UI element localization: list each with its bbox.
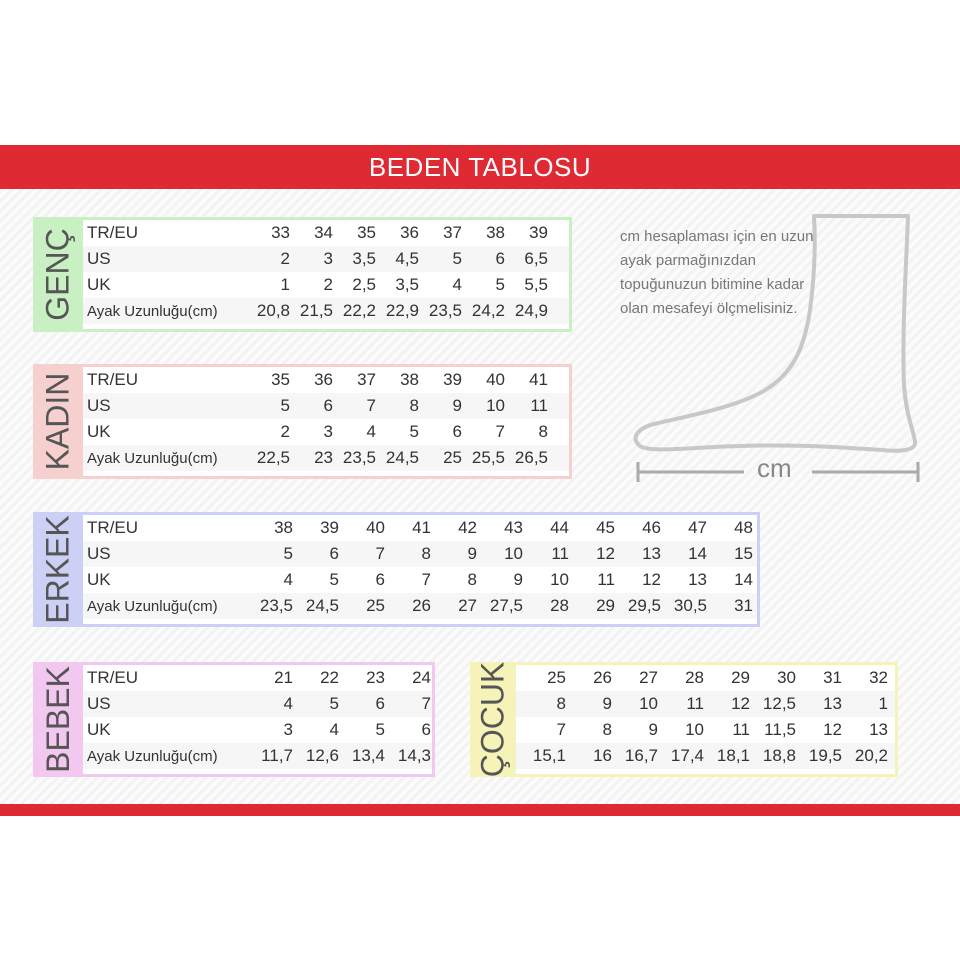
size-cell: 11: [530, 396, 548, 415]
size-table-genc: [33, 217, 572, 332]
size-cell: 8: [538, 422, 548, 441]
size-cell: 22,9: [385, 301, 419, 320]
size-cell: 10: [504, 544, 523, 563]
size-cell: 7: [421, 570, 431, 589]
category-label-kadin: KADIN: [39, 372, 76, 471]
bebek-table: [83, 665, 432, 774]
size-cell: 13: [823, 694, 842, 713]
size-cell: 28: [685, 668, 704, 687]
size-cell: 22: [320, 668, 339, 687]
uk-row: [83, 717, 432, 743]
size-cell: 32: [869, 668, 888, 687]
genc-table: [83, 220, 569, 329]
category-label-cocuk: ÇOCUK: [474, 661, 511, 778]
size-cell: 8: [409, 396, 419, 415]
size-cell: 11,7: [261, 746, 293, 765]
size-cell: 7: [556, 720, 566, 739]
size-cell: 26,5: [514, 448, 548, 467]
tr-eu-row: [83, 367, 569, 393]
size-cell: 29: [731, 668, 750, 687]
size-cell: 7: [375, 544, 385, 563]
size-cell: 5: [329, 694, 339, 713]
size-cell: 36: [400, 223, 419, 242]
size-cell: 23: [314, 448, 333, 467]
us-row: [516, 691, 895, 717]
size-cell: 13: [642, 544, 661, 563]
size-cell: 12: [731, 694, 750, 713]
size-cell: 27: [458, 596, 477, 615]
size-cell: 12,6: [305, 746, 339, 765]
tr-eu-row: [83, 220, 569, 246]
size-cell: 30: [777, 668, 796, 687]
size-cell: 1: [878, 694, 888, 713]
size-cell: 36: [314, 370, 333, 389]
size-cell: 39: [320, 518, 339, 537]
row-label: TR/EU: [87, 370, 138, 389]
size-cell: 21: [274, 668, 293, 687]
row-label: TR/EU: [87, 668, 138, 687]
size-cell: 3: [323, 422, 333, 441]
size-cell: 6: [375, 694, 385, 713]
size-cell: 1: [280, 275, 290, 294]
size-cell: 24,2: [471, 301, 505, 320]
size-cell: 2: [280, 249, 290, 268]
cocuk-table: [516, 665, 895, 774]
size-cell: 18,1: [716, 746, 750, 765]
size-cell: 39: [529, 223, 548, 242]
size-cell: 4,5: [395, 249, 419, 268]
size-cell: 3: [283, 720, 293, 739]
size-cell: 7: [366, 396, 376, 415]
size-cell: 8: [421, 544, 431, 563]
size-cell: 42: [458, 518, 477, 537]
size-cell: 24: [412, 668, 431, 687]
cm-measure-label: cm: [757, 453, 792, 483]
size-cell: 38: [274, 518, 293, 537]
row-label: Ayak Uzunluğu(cm): [87, 597, 218, 615]
size-cell: 4: [283, 570, 293, 589]
size-cell: 10: [639, 694, 658, 713]
size-cell: 25: [443, 448, 462, 467]
size-cell: 26: [593, 668, 612, 687]
size-cell: 3,5: [395, 275, 419, 294]
size-cell: 5: [280, 396, 290, 415]
row-label: TR/EU: [87, 518, 138, 537]
tr-eu-row: [516, 665, 895, 691]
row-label: Ayak Uzunluğu(cm): [87, 302, 218, 320]
title-banner: [0, 145, 960, 189]
size-cell: 24,9: [514, 301, 548, 320]
row-label: US: [87, 544, 111, 563]
foot-length-row: [83, 298, 569, 324]
size-cell: 4: [452, 275, 462, 294]
size-cell: 5: [452, 249, 462, 268]
size-cell: 3,5: [352, 249, 376, 268]
size-cell: 6: [329, 544, 339, 563]
size-cell: 26: [412, 596, 431, 615]
size-cell: 14: [688, 544, 707, 563]
size-cell: 27: [639, 668, 658, 687]
row-label: UK: [87, 422, 111, 441]
size-cell: 16: [593, 746, 612, 765]
size-cell: 6: [495, 249, 505, 268]
measurement-note: cm hesaplaması için en uzun ayak parmağınızdan topuğunuzun bitimine kadar olan mesafeyi ölçmelisiniz.: [620, 228, 814, 317]
size-cell: 5: [283, 544, 293, 563]
us-row: [83, 393, 569, 419]
us-row: [83, 541, 757, 567]
size-cell: 3: [323, 249, 333, 268]
tr-eu-row: [83, 665, 432, 691]
size-cell: 34: [314, 223, 333, 242]
size-cell: 13: [688, 570, 707, 589]
row-label: US: [87, 396, 111, 415]
category-label-erkek: ERKEK: [39, 515, 76, 624]
category-label-genc: GENÇ: [39, 228, 76, 321]
size-cell: 9: [467, 544, 477, 563]
size-cell: 48: [734, 518, 753, 537]
size-cell: 14: [734, 570, 753, 589]
size-cell: 5: [409, 422, 419, 441]
size-cell: 13,4: [351, 746, 385, 765]
size-cell: 22,5: [256, 448, 290, 467]
tr-eu-row: [83, 515, 757, 541]
page-title: BEDEN TABLOSU: [368, 151, 592, 182]
size-cell: 41: [529, 370, 548, 389]
size-cell: 24,5: [305, 596, 339, 615]
size-cell: 12: [596, 544, 615, 563]
foot-length-row: [516, 743, 895, 769]
size-cell: 45: [596, 518, 615, 537]
size-cell: 5: [329, 570, 339, 589]
size-cell: 46: [642, 518, 661, 537]
size-cell: 30,5: [673, 596, 707, 615]
uk-row: [83, 567, 757, 593]
size-cell: 41: [412, 518, 431, 537]
size-cell: 29,5: [627, 596, 661, 615]
size-cell: 23: [366, 668, 385, 687]
size-table-cocuk: [470, 662, 898, 777]
uk-row: [516, 717, 895, 743]
size-cell: 11: [686, 694, 704, 713]
size-cell: 5: [375, 720, 385, 739]
category-label-bebek: BEBEK: [39, 666, 76, 773]
size-cell: 8: [467, 570, 477, 589]
size-cell: 13: [869, 720, 888, 739]
size-cell: 38: [486, 223, 505, 242]
size-cell: 21,5: [299, 301, 333, 320]
size-cell: 6,5: [524, 249, 548, 268]
bottom-bar: [0, 804, 960, 816]
size-cell: 15,1: [532, 746, 566, 765]
size-cell: 11: [597, 570, 615, 589]
size-cell: 25: [547, 668, 566, 687]
size-cell: 18,8: [762, 746, 796, 765]
size-cell: 9: [602, 694, 612, 713]
size-cell: 40: [486, 370, 505, 389]
size-cell: 20,8: [256, 301, 290, 320]
us-row: [83, 691, 432, 717]
size-cell: 47: [688, 518, 707, 537]
size-cell: 14,3: [397, 746, 431, 765]
row-label: Ayak Uzunluğu(cm): [87, 449, 218, 467]
size-cell: 15: [734, 544, 753, 563]
size-table-bebek: [33, 662, 435, 777]
size-cell: 43: [504, 518, 523, 537]
size-cell: 27,5: [489, 596, 523, 615]
size-cell: 7: [421, 694, 431, 713]
size-cell: 8: [556, 694, 566, 713]
size-cell: 22,2: [342, 301, 376, 320]
size-table-erkek: [33, 512, 760, 627]
size-cell: 4: [366, 422, 376, 441]
size-cell: 11,5: [764, 720, 796, 739]
size-cell: 6: [323, 396, 333, 415]
size-cell: 8: [602, 720, 612, 739]
size-cell: 12,5: [762, 694, 796, 713]
row-label: UK: [87, 570, 111, 589]
us-row: [83, 246, 569, 272]
uk-row: [83, 272, 569, 298]
row-label: TR/EU: [87, 223, 138, 242]
size-cell: 33: [271, 223, 290, 242]
size-table-kadin: [33, 364, 572, 479]
size-cell: 23,5: [259, 596, 293, 615]
size-cell: 39: [443, 370, 462, 389]
size-cell: 38: [400, 370, 419, 389]
size-cell: 40: [366, 518, 385, 537]
size-cell: 37: [357, 370, 376, 389]
size-cell: 5: [495, 275, 505, 294]
foot-length-row: [83, 593, 757, 619]
size-cell: 29: [596, 596, 615, 615]
size-cell: 23,5: [342, 448, 376, 467]
size-cell: 31: [823, 668, 842, 687]
size-cell: 6: [421, 720, 431, 739]
size-cell: 31: [734, 596, 753, 615]
size-cell: 6: [375, 570, 385, 589]
size-cell: 11: [732, 720, 750, 739]
size-cell: 6: [452, 422, 462, 441]
row-label: US: [87, 249, 111, 268]
size-cell: 12: [642, 570, 661, 589]
erkek-table: [83, 515, 757, 624]
size-cell: 17,4: [670, 746, 704, 765]
row-label: Ayak Uzunluğu(cm): [87, 747, 218, 765]
size-cell: 35: [357, 223, 376, 242]
size-cell: 9: [513, 570, 523, 589]
size-cell: 35: [271, 370, 290, 389]
size-cell: 9: [648, 720, 658, 739]
size-cell: 25,5: [471, 448, 505, 467]
size-cell: 10: [685, 720, 704, 739]
row-label: US: [87, 694, 111, 713]
size-cell: 10: [550, 570, 569, 589]
size-cell: 9: [452, 396, 462, 415]
size-cell: 25: [366, 596, 385, 615]
size-cell: 24,5: [385, 448, 419, 467]
size-cell: 2: [280, 422, 290, 441]
size-cell: 4: [283, 694, 293, 713]
size-cell: 7: [495, 422, 505, 441]
size-cell: 5,5: [524, 275, 548, 294]
row-label: UK: [87, 275, 111, 294]
size-cell: 19,5: [808, 746, 842, 765]
foot-length-row: [83, 445, 569, 471]
kadin-table: [83, 367, 569, 476]
row-label: UK: [87, 720, 111, 739]
size-cell: 10: [486, 396, 505, 415]
size-cell: 2: [323, 275, 333, 294]
uk-row: [83, 419, 569, 445]
size-cell: 11: [551, 544, 569, 563]
foot-length-row: [83, 743, 432, 769]
size-cell: 4: [329, 720, 339, 739]
size-cell: 20,2: [854, 746, 888, 765]
size-cell: 16,7: [624, 746, 658, 765]
size-cell: 44: [550, 518, 569, 537]
size-cell: 23,5: [428, 301, 462, 320]
size-cell: 12: [823, 720, 842, 739]
size-cell: 28: [550, 596, 569, 615]
size-cell: 37: [443, 223, 462, 242]
size-cell: 2,5: [352, 275, 376, 294]
